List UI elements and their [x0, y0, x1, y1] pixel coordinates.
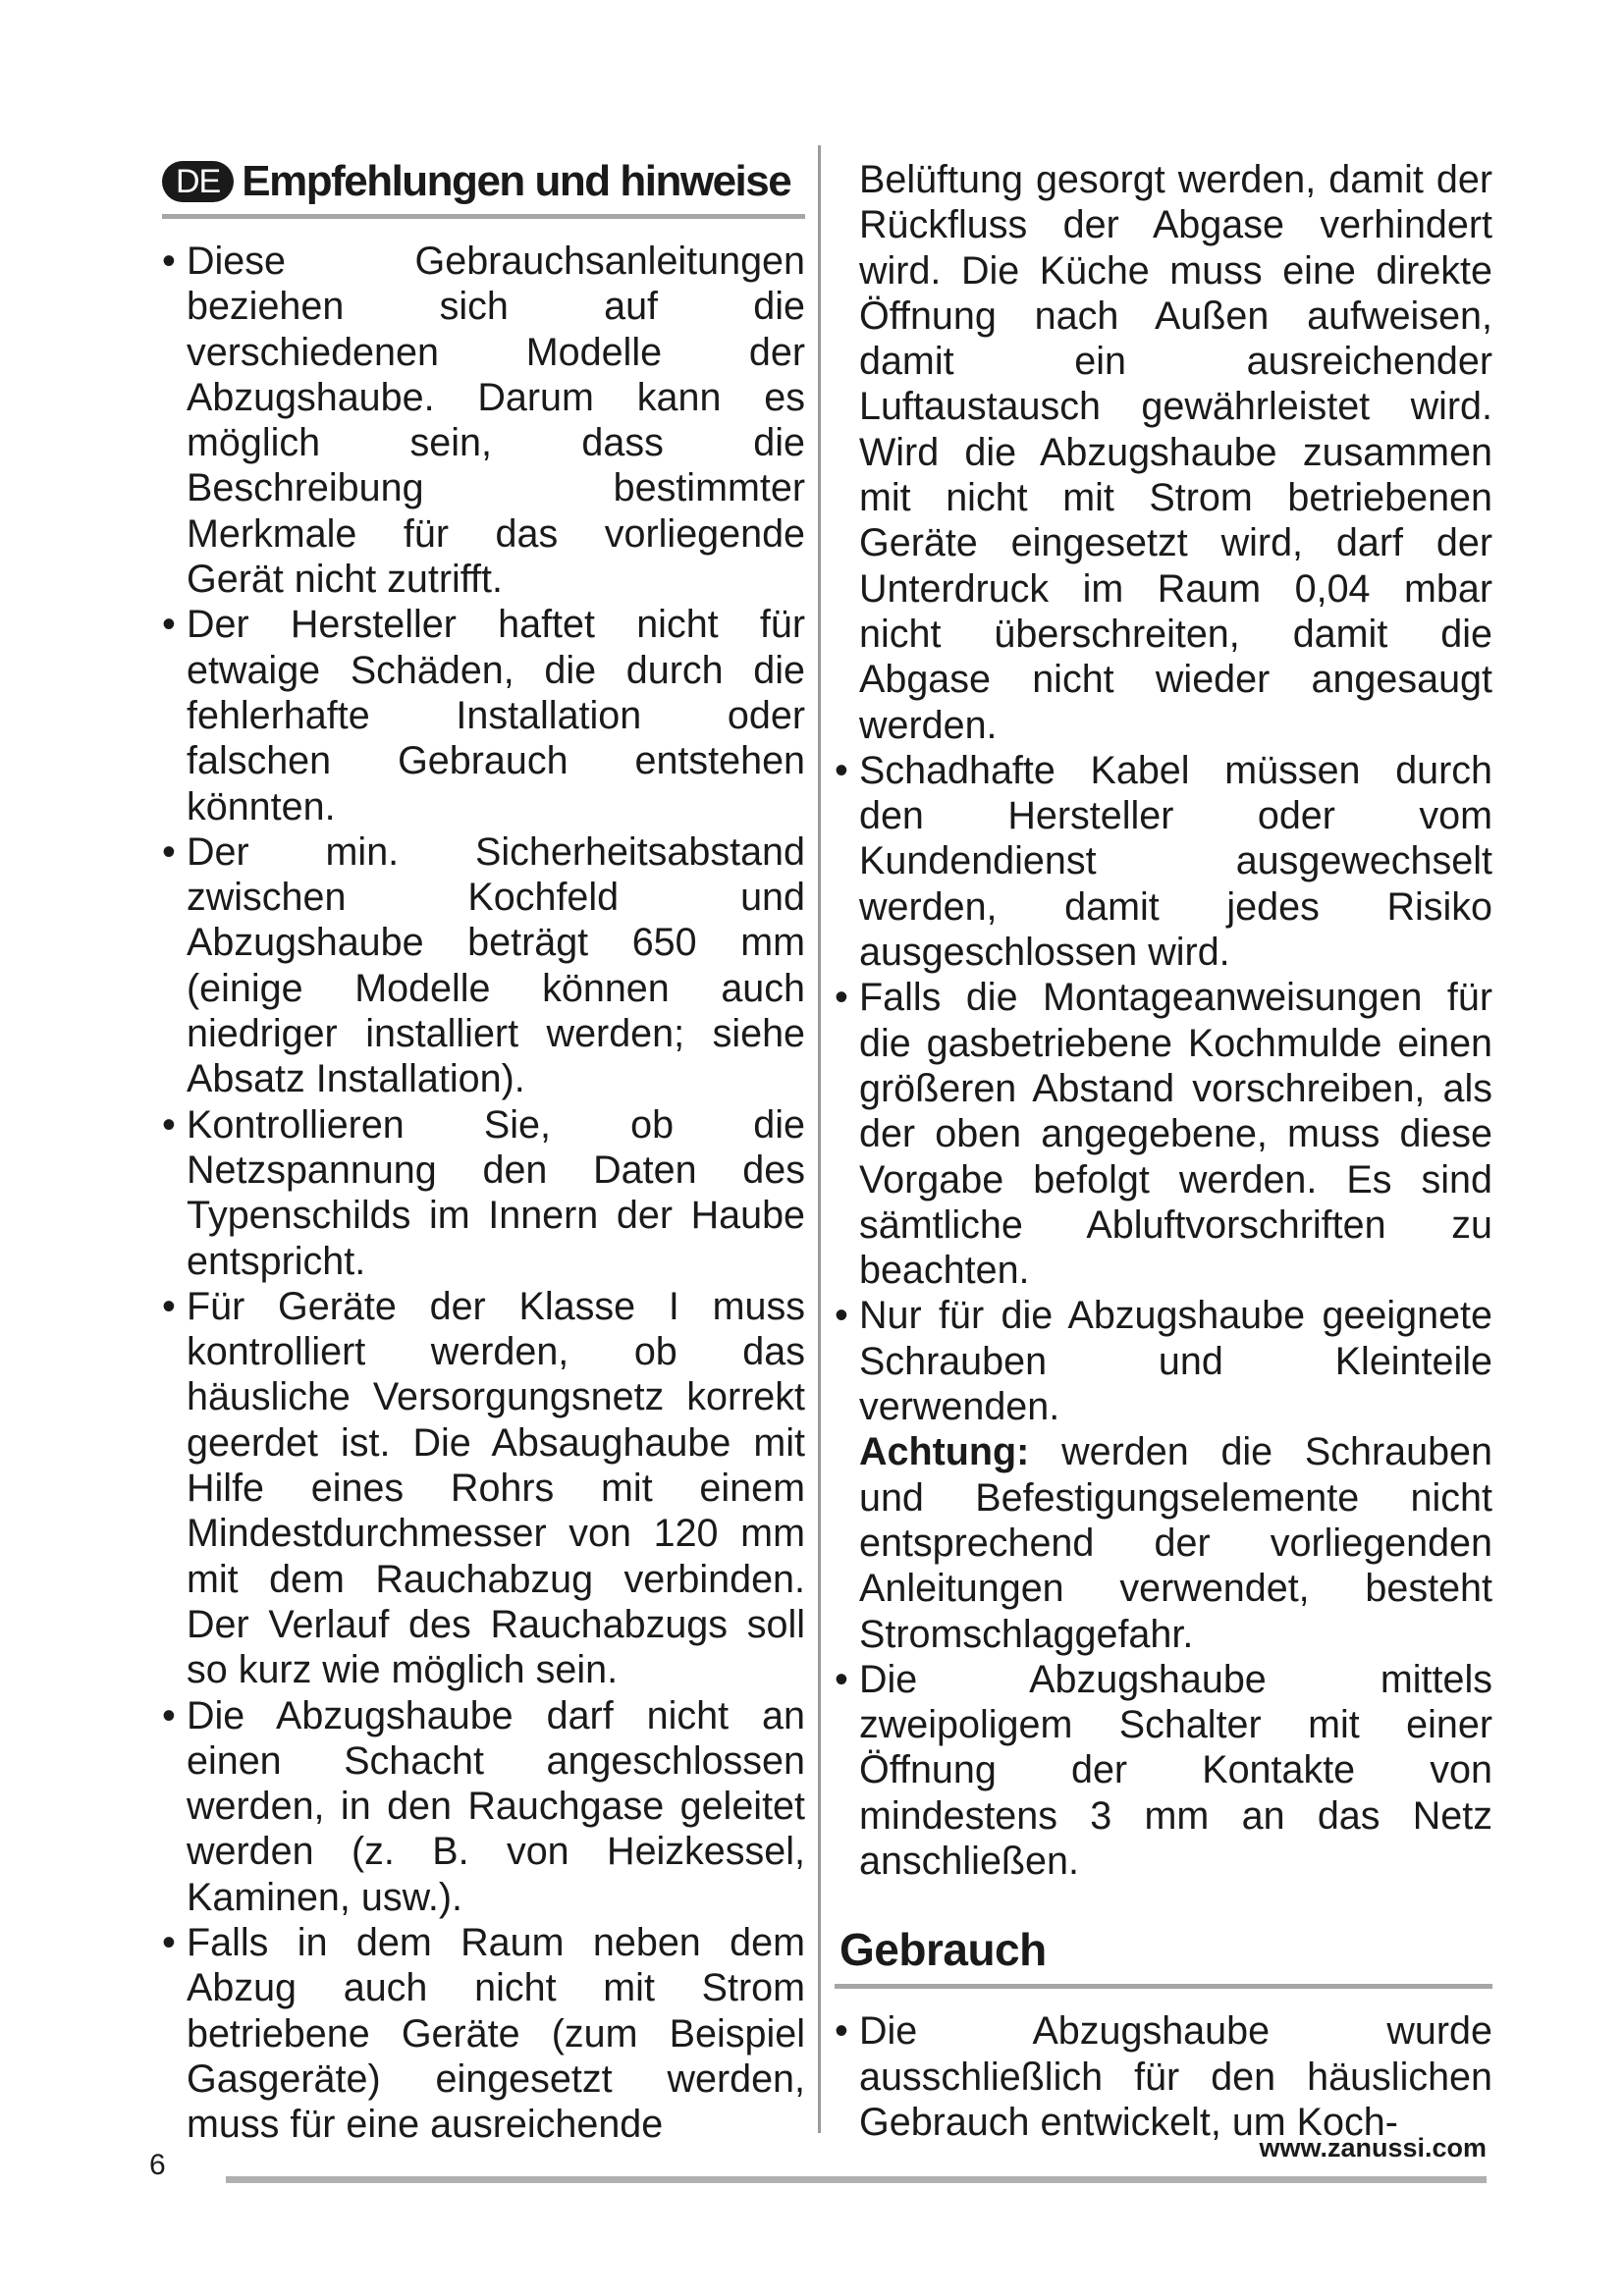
column-divider — [818, 145, 821, 2133]
list-item: • Schadhafte Kabel müssen durch den Hersteller oder vom Kundendienst ausgewechselt werden, damit jedes Risiko ausgeschlossen wird. — [835, 748, 1492, 975]
list-item: • Der min. Sicherheitsabstand zwischen Kochfeld und Abzugshaube beträgt 650 mm (einige Modelle können auch niedriger installiert werden; siehe Absatz Installation). — [162, 829, 805, 1102]
list-item: • Falls in dem Raum neben dem Abzug auch nicht mit Strom betriebene Geräte (zum Beispiel Gasgeräte) eingesetzt werden, muss für eine ausreichende — [162, 1920, 805, 2147]
recommendations-list-continued — [835, 748, 1492, 1884]
section-divider — [162, 214, 805, 219]
list-item-continuation: Belüftung gesorgt werden, damit der Rückfluss der Abgase verhindert wird. Die Küche muss eine direkte Öffnung nach Außen aufweisen, damit ein ausreichender Luftaustausch gewährleistet wird. Wird die Abzugshaube zusammen mit nicht mit Strom betriebenen Geräte eingesetzt wird, darf der Unterdruck im Raum 0,04 mbar nicht überschreiten, damit die Abgase nicht wieder angesaugt werden. — [859, 158, 1492, 747]
list-item-text: Nur für die Abzugshaube geeignete Schrauben und Kleinteile verwenden. — [859, 1294, 1492, 1429]
list-item: • Der Hersteller haftet nicht für etwaige Schäden, die durch die fehlerhafte Installation oder falschen Gebrauch entstehen könnten. — [162, 602, 805, 828]
footer-divider — [226, 2176, 1487, 2183]
page-number: 6 — [149, 2149, 166, 2181]
usage-section-header — [835, 1923, 1492, 1976]
usage-section-divider — [835, 1984, 1492, 1989]
list-item: • Die Abzugshaube darf nicht an einen Schacht angeschlossen werden, in den Rauchgase geleitet werden (z. B. von Heizkessel, Kaminen, usw.). — [162, 1693, 805, 1920]
right-column — [835, 157, 1492, 2145]
warning-label: Achtung: — [859, 1430, 1030, 1474]
list-item: • Kontrollieren Sie, ob die Netzspannung den Daten des Typenschilds im Innern der Haube entspricht. — [162, 1102, 805, 1284]
list-item: • Für Geräte der Klasse I muss kontrolliert werden, ob das häusliche Versorgungsnetz korrekt geerdet ist. Die Absaughaube mit Hilfe eines Rohrs mit einem Mindestdurchmesser von 120 mm mit dem Rauchabzug verbinden. Der Verlauf des Rauchabzugs soll so kurz wie möglich sein. — [162, 1284, 805, 1693]
warning-note — [859, 1429, 1492, 1656]
usage-section-title: Gebrauch — [839, 1924, 1047, 1976]
list-item: • Die Abzugshaube mittels zweipoligem Schalter mit einer Öffnung der Kontakte von mindestens 3 mm an das Netz anschließen. — [835, 1657, 1492, 1884]
language-badge: DE — [162, 161, 234, 202]
list-item — [835, 1293, 1492, 1656]
footer-url: www.zanussi.com — [1259, 2133, 1487, 2163]
section-title: Empfehlungen und hinweise — [242, 157, 791, 205]
list-item: • Die Abzugshaube wurde ausschließlich für den häuslichen Gebrauch entwickelt, um Koch- — [835, 2008, 1492, 2145]
list-item: • Falls die Montageanweisungen für die gasbetriebene Kochmulde einen größeren Abstand vorschreiben, als der oben angegebene, muss diese Vorgabe befolgt werden. Es sind sämtliche Abluftvorschriften zu beachten. — [835, 975, 1492, 1293]
recommendations-list — [162, 239, 805, 2147]
warning-text: werden die Schrauben und Befestigungselemente nicht entsprechend der vorliegenden Anleitungen verwendet, besteht Stromschlaggefahr. — [859, 1430, 1492, 1656]
left-column — [162, 157, 805, 2147]
list-item: • Diese Gebrauchsanleitungen beziehen sich auf die verschiedenen Modelle der Abzugshaube. Darum kann es möglich sein, dass die Beschreibung bestimmter Merkmale für das vorliegende Gerät nicht zutrifft. — [162, 239, 805, 602]
section-header — [162, 157, 805, 206]
usage-list — [835, 2008, 1492, 2145]
